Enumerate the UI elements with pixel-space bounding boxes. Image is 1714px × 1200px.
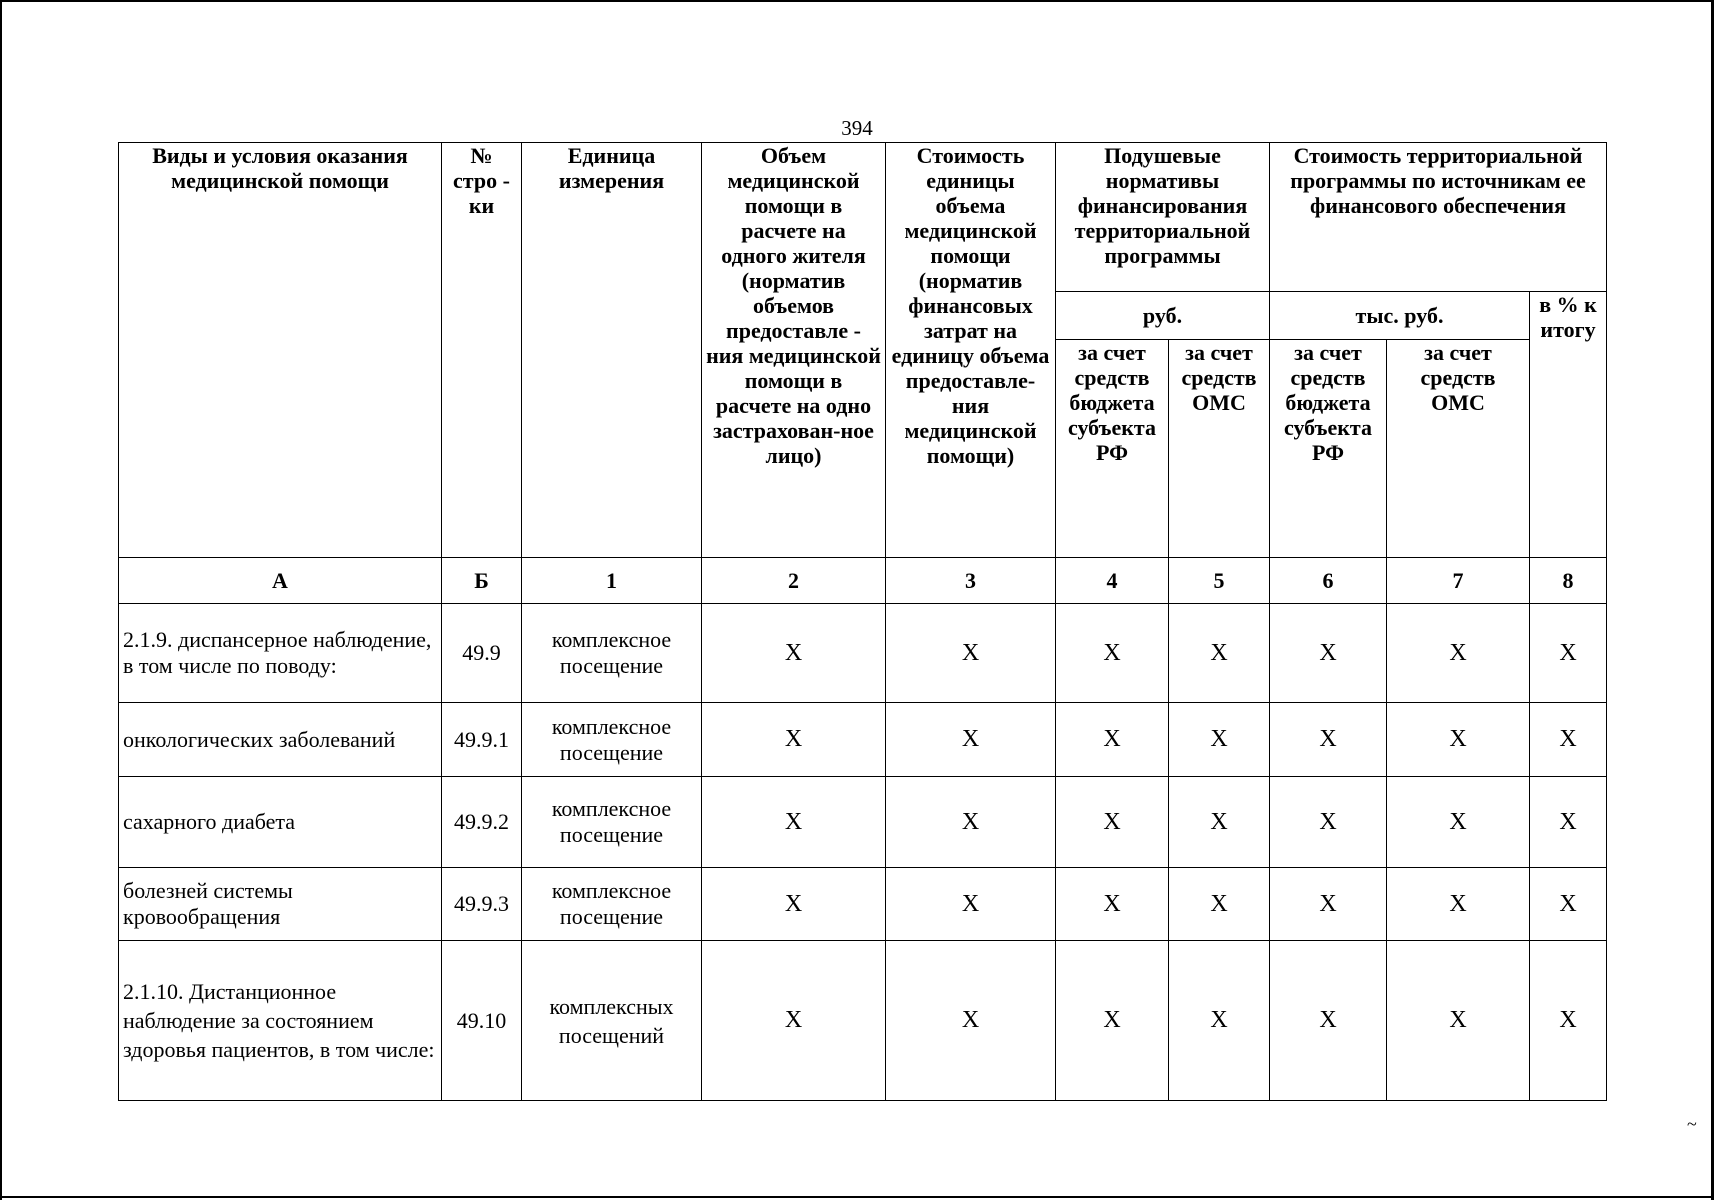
row-name: болезней системы кровообращения [119, 868, 442, 941]
column-number: 8 [1530, 558, 1607, 604]
row-name: 2.1.9. диспансерное наблюдение, в том числе по поводу: [119, 604, 442, 703]
row-unit: комплексных посещений [522, 941, 702, 1101]
row-unit: комплексное посещение [522, 777, 702, 868]
header-unit-cost: Стоимость единицы объема медицинской помощи (норматив финансовых затрат на единицу объема предоставле-ния медицинской помощи) [886, 143, 1056, 558]
row-code: 49.9.2 [442, 777, 522, 868]
column-number: 4 [1056, 558, 1169, 604]
column-number: 3 [886, 558, 1056, 604]
header-budget-rub: за счет средств бюджета субъекта РФ [1056, 340, 1169, 558]
value-cell: Х [1169, 604, 1270, 703]
value-cell: Х [1270, 703, 1387, 777]
value-cell: Х [1169, 777, 1270, 868]
header-row-number: № стро - ки [442, 143, 522, 558]
header-program-cost: Стоимость территориальной программы по источникам ее финансового обеспечения [1270, 143, 1607, 292]
header-unit-thousand-rub: тыс. руб. [1270, 292, 1530, 340]
column-number: 2 [702, 558, 886, 604]
value-cell: Х [1387, 941, 1530, 1101]
value-cell: Х [886, 703, 1056, 777]
row-unit: комплексное посещение [522, 703, 702, 777]
value-cell: Х [1530, 703, 1607, 777]
value-cell: Х [1270, 868, 1387, 941]
page-border-top [0, 0, 1714, 2]
header-services-type: Виды и условия оказания медицинской помощи [119, 143, 442, 558]
value-cell: Х [1056, 777, 1169, 868]
stray-mark: ~ [1687, 1114, 1697, 1134]
row-unit: комплексное посещение [522, 604, 702, 703]
value-cell: Х [1387, 777, 1530, 868]
value-cell: Х [1270, 777, 1387, 868]
column-number: 1 [522, 558, 702, 604]
value-cell: Х [1270, 604, 1387, 703]
row-code: 49.9.3 [442, 868, 522, 941]
page-number: 394 [841, 116, 873, 140]
table-row [119, 777, 1607, 868]
row-code: 49.10 [442, 941, 522, 1101]
row-name: сахарного диабета [119, 777, 442, 868]
value-cell: Х [886, 941, 1056, 1101]
value-cell: Х [886, 868, 1056, 941]
header-unit-rub: руб. [1056, 292, 1270, 340]
value-cell: Х [702, 777, 886, 868]
column-number: 7 [1387, 558, 1530, 604]
value-cell: Х [1387, 868, 1530, 941]
row-code: 49.9.1 [442, 703, 522, 777]
header-unit: Единица измерения [522, 143, 702, 558]
value-cell: Х [1169, 703, 1270, 777]
value-cell: Х [886, 777, 1056, 868]
table-row [119, 604, 1607, 703]
value-cell: Х [702, 703, 886, 777]
row-name: онкологических заболеваний [119, 703, 442, 777]
value-cell: Х [702, 868, 886, 941]
column-number: Б [442, 558, 522, 604]
column-number-row [119, 558, 1607, 604]
row-name: 2.1.10. Дистанционное наблюдение за состоянием здоровья пациентов, в том числе: [119, 941, 442, 1101]
funding-table [118, 142, 1607, 1101]
value-cell: Х [1270, 941, 1387, 1101]
value-cell: Х [1056, 604, 1169, 703]
column-number: А [119, 558, 442, 604]
value-cell: Х [1530, 777, 1607, 868]
header-oms-thousand: за счет средств ОМС [1387, 340, 1530, 558]
header-percent-total: в % к итогу [1530, 292, 1607, 558]
value-cell: Х [702, 941, 886, 1101]
value-cell: Х [1169, 868, 1270, 941]
table-row [119, 703, 1607, 777]
column-number: 6 [1270, 558, 1387, 604]
row-unit: комплексное посещение [522, 868, 702, 941]
value-cell: Х [1387, 703, 1530, 777]
page-border-bottom [0, 1196, 1714, 1198]
value-cell: Х [1530, 868, 1607, 941]
value-cell: Х [1530, 604, 1607, 703]
header-budget-thousand: за счет средств бюджета субъекта РФ [1270, 340, 1387, 558]
value-cell: Х [886, 604, 1056, 703]
header-per-capita-norms: Подушевые нормативы финансирования территориальной программы [1056, 143, 1270, 292]
value-cell: Х [1056, 868, 1169, 941]
value-cell: Х [1056, 941, 1169, 1101]
value-cell: Х [1056, 703, 1169, 777]
header-volume-norm: Объем медицинской помощи в расчете на одного жителя (норматив объемов предоставле - ния медицинской помощи в расчете на одно застрахован-ное лицо) [702, 143, 886, 558]
row-code: 49.9 [442, 604, 522, 703]
page-border-left [0, 0, 2, 1200]
header-oms-rub: за счет средств ОМС [1169, 340, 1270, 558]
column-number: 5 [1169, 558, 1270, 604]
table-row [119, 941, 1607, 1101]
value-cell: Х [1530, 941, 1607, 1101]
value-cell: Х [1387, 604, 1530, 703]
value-cell: Х [702, 604, 886, 703]
value-cell: Х [1169, 941, 1270, 1101]
table-row [119, 868, 1607, 941]
